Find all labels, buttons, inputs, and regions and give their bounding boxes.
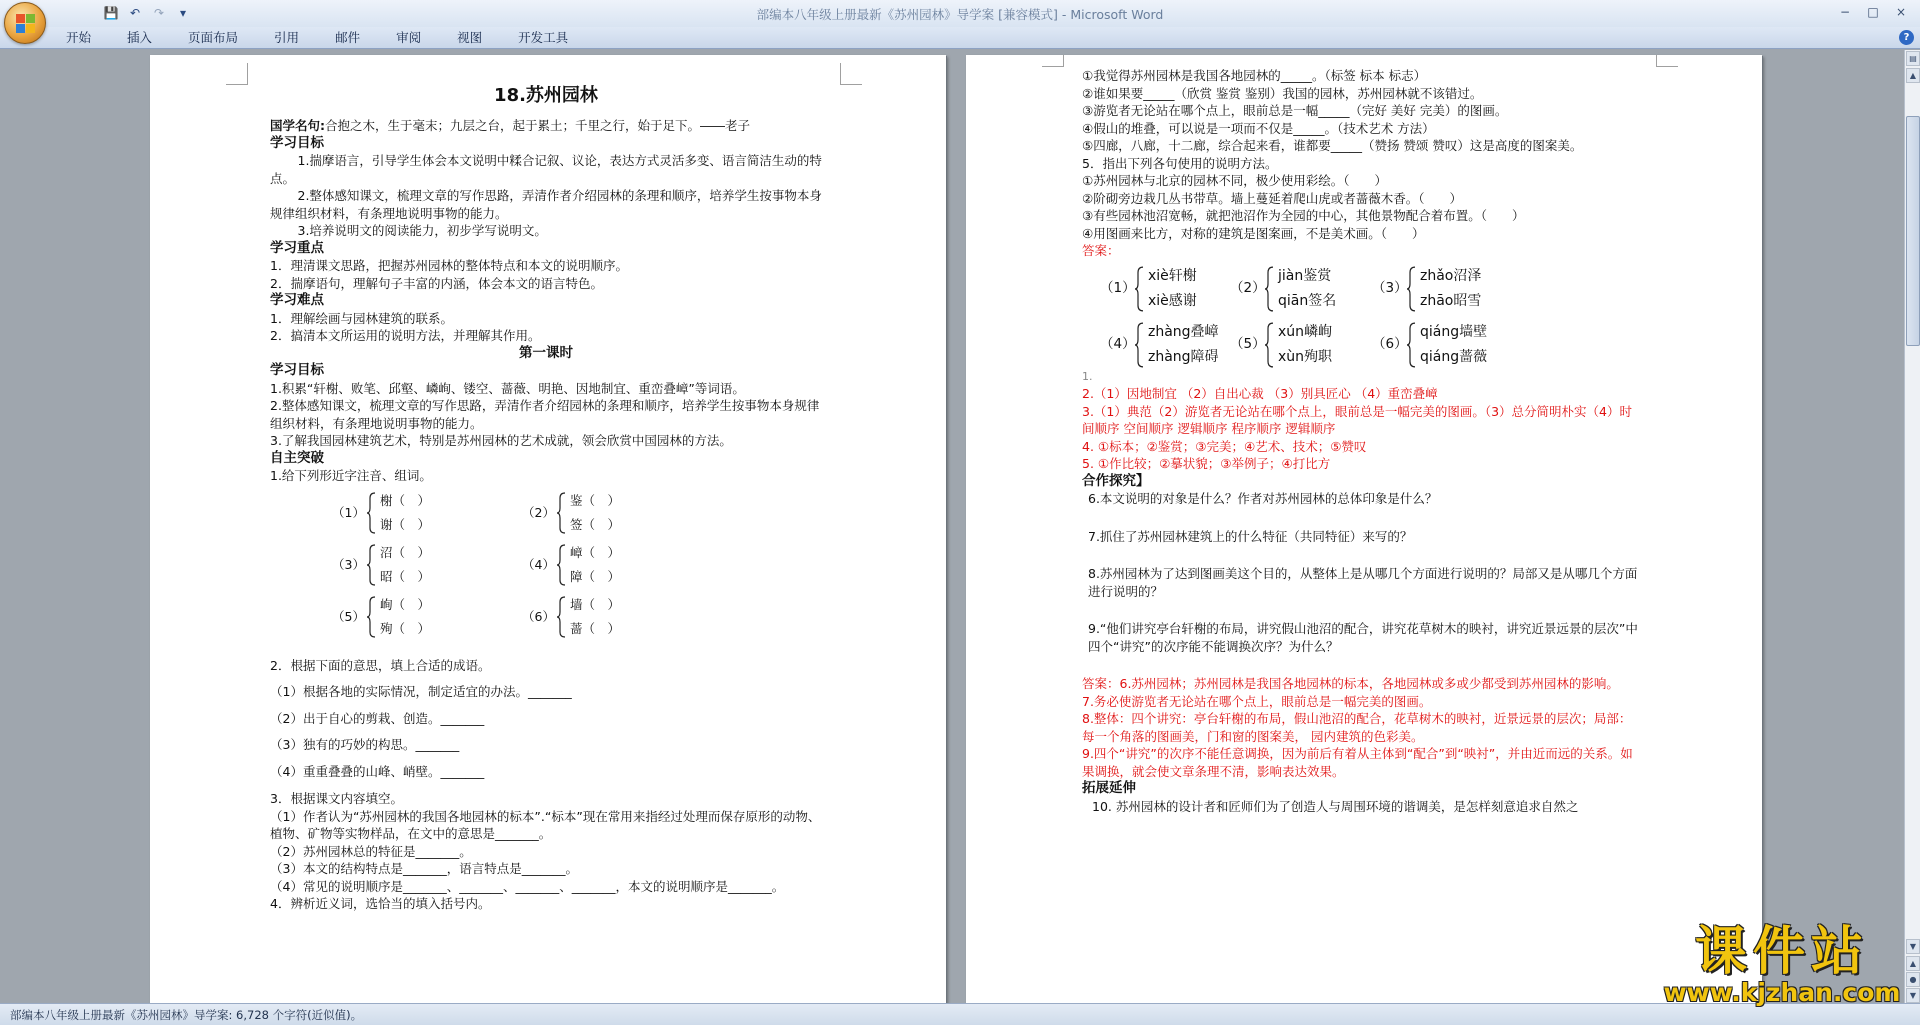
question: 2．根据下面的意思，填上合适的成语。 (270, 657, 491, 673)
office-logo-icon (16, 14, 36, 34)
previous-page-icon[interactable]: ▲ (1906, 956, 1920, 971)
char-item: 殉（ ） (380, 620, 431, 636)
brace-icon (556, 596, 566, 638)
section-heading: 学习重点 (270, 239, 324, 256)
question-item: （3）独有的巧妙的构思。_______ (270, 737, 460, 752)
brace-icon (366, 596, 376, 638)
document-page-right[interactable] (966, 55, 1762, 1003)
help-icon[interactable]: ? (1899, 30, 1914, 45)
question-item: ①苏州园林与北京的园林不同，极少使用彩绘。（ ） (1082, 173, 1387, 188)
char-item: 昭（ ） (380, 568, 431, 584)
question-item: （1）作者认为“苏州园林的我国各地园林的标本”.“标本”现在常用来指经过处理而保存原形的动物、植物、矿物等实物样品，在文中的意思是_______。 (270, 808, 821, 841)
answer-item: 答案：6.苏州园林；苏州园林是我国各地园林的标本，各地园林或多或少都受到苏州园林的影响。 (1082, 676, 1619, 691)
brace-icon (1406, 322, 1416, 368)
window-title: 部编本八年级上册最新《苏州园林》导学案 [兼容模式] - Microsoft Word (756, 7, 1164, 22)
question: 9.“他们讲究亭台轩榭的布局，讲究假山池沼的配合，讲究花草树木的映衬，讲究近景远景的层次”中四个“讲究”的次序能不能调换次序？为什么？ (1088, 621, 1638, 654)
question-item: （4）常见的说明顺序是_______、_______、_______、_______，本文的说明顺序是_______。 (270, 878, 785, 894)
answer-marker: 1. (1082, 369, 1093, 383)
group-number: （6） (1372, 335, 1408, 352)
paragraph: 1．理解绘画与园林建筑的联系。 (270, 310, 453, 326)
customize-qat-icon[interactable]: ▾ (179, 6, 187, 20)
group-number: （4） (522, 556, 555, 572)
pinyin-group (1372, 266, 1514, 312)
paragraph: 2.整体感知课文，梳理文章的写作思路，弄清作者介绍园林的条理和顺序，培养学生按事物本身规律组织材料，有条理地说明事物的能力。 (270, 398, 820, 431)
question: 3．根据课文内容填空。 (270, 791, 403, 806)
brace-icon (1264, 266, 1274, 312)
char-group (522, 491, 712, 535)
pinyin-item: xùn殉职 (1278, 348, 1333, 365)
question-item: ②阶砌旁边栽几丛书带草。墙上蔓延着爬山虎或者蔷薇木香。（ ） (1082, 190, 1462, 206)
brace-icon (1134, 266, 1144, 312)
minimize-button[interactable]: − (1839, 5, 1851, 19)
title-bar (0, 0, 1920, 27)
group-number: （3） (1372, 279, 1408, 296)
section-heading: 合作探究】 (1082, 472, 1150, 489)
pinyin-item: jiàn鉴赏 (1278, 267, 1332, 284)
answer-item: 7.务必使游览者无论站在哪个点上，眼前总是一幅完美的图画。 (1082, 693, 1432, 709)
brace-icon (1134, 322, 1144, 368)
ruler-toggle-icon[interactable]: ▤ (1906, 51, 1920, 66)
vertical-scrollbar[interactable] (1904, 50, 1920, 1003)
question-item: ①我觉得苏州园林是我国各地园林的_____。（标签 标本 标志） (1082, 68, 1427, 83)
document-workspace[interactable] (0, 50, 1904, 1003)
question: 8.苏州园林为了达到图画美这个目的，从整体上是从哪几个方面进行说明的？局部又是从哪几个方面进行说明的？ (1088, 566, 1638, 599)
tab-mailings[interactable]: 邮件 (335, 30, 361, 45)
char-group (522, 595, 712, 639)
pinyin-item: xiè感谢 (1148, 292, 1197, 309)
answer-item: 3.（1）典范（2）游览者无论站在哪个点上，眼前总是一幅完美的图画。（3）总分简明朴实（4）时间顺序 空间顺序 逻辑顺序 程序顺序 逻辑顺序 (1082, 403, 1632, 436)
group-number: （4） (1100, 335, 1136, 352)
motto-label: 国学名句: (270, 118, 325, 133)
char-group (522, 543, 712, 587)
question: 7.抓住了苏州园林建筑上的什么特征（共同特征）来写的？ (1088, 528, 1413, 544)
margin-mark (226, 63, 248, 85)
question-item: （1）根据各地的实际情况，制定适宜的办法。_______ (270, 684, 572, 699)
pinyin-group (1100, 322, 1230, 368)
pinyin-item: xiè轩榭 (1148, 267, 1197, 284)
char-item: 嶂（ ） (570, 544, 621, 560)
group-number: （2） (522, 504, 555, 520)
character-groups (332, 491, 822, 639)
brace-icon (1264, 322, 1274, 368)
motto-text: 合抱之木，生于毫末；九层之台，起于累土；千里之行，始于足下。――老子 (325, 118, 751, 133)
save-icon[interactable]: 💾 (103, 6, 119, 20)
pinyin-item: qiáng蔷薇 (1420, 348, 1488, 365)
group-number: （2） (1230, 279, 1266, 296)
answer-item: 8.整体：四个讲究：亭台轩榭的布局，假山池沼的配合，花草树木的映衬，近景远景的层次；局部：每一个角落的图画美，门和窗的图案美， 园内建筑的色彩美。 (1082, 711, 1632, 744)
pinyin-group (1230, 322, 1372, 368)
char-item: 障（ ） (570, 568, 621, 584)
answer-item: 9.四个“讲究”的次序不能任意调换，因为前后有着从主体到“配合”到“映衬”，并由近而远的关系。如果调换，就会使文章条理不清，影响表达效果。 (1082, 746, 1633, 779)
page-content (270, 79, 822, 913)
redo-icon[interactable]: ↷ (153, 6, 165, 20)
char-group (332, 491, 522, 535)
char-group (332, 543, 522, 587)
margin-mark (840, 63, 862, 85)
question: 10. 苏州园林的设计者和匠师们为了创造人与周围环境的谐调美，是怎样刻意追求自然之 (1092, 798, 1579, 814)
question-item: ④假山的堆叠，可以说是一项而不仅是_____。（技术艺术 方法） (1082, 120, 1435, 136)
pinyin-group (1100, 266, 1230, 312)
paragraph: 1.积累“轩榭、败笔、邱壑、嶙峋、镂空、蔷薇、明艳、因地制宜、重峦叠嶂”等词语。 (270, 380, 745, 396)
office-button[interactable] (4, 2, 46, 44)
pinyin-item: qiáng墙壁 (1420, 323, 1488, 340)
question: 6.本文说明的对象是什么？作者对苏州园林的总体印象是什么？ (1088, 491, 1438, 506)
question-item: ③有些园林池沼宽畅，就把池沼作为全园的中心，其他景物配合着布置。（ ） (1082, 208, 1525, 223)
answer-item: 5. ①作比较；②摹状貌；③举例子；④打比方 (1082, 456, 1331, 471)
pinyin-item: zhàng叠嶂 (1148, 323, 1219, 340)
char-item: 蔷（ ） (570, 620, 621, 636)
question-item: ⑤四廊，八廊，十二廊，综合起来看，谁都要_____（赞扬 赞颂 赞叹）这是高度的图案美。 (1082, 138, 1583, 153)
margin-mark (1656, 55, 1678, 67)
char-item: 墙（ ） (570, 596, 621, 612)
question-item: ②谁如果要_____（欣赏 鉴赏 鉴别）我国的园林，苏州园林就不该错过。 (1082, 85, 1483, 101)
char-item: 签（ ） (570, 516, 621, 532)
brace-icon (556, 492, 566, 534)
watermark-title: 课件站 (1694, 921, 1869, 982)
answer-item: 2.（1）因地制宜 （2）自出心裁 （3）别具匠心 （4）重峦叠嶂 (1082, 386, 1438, 401)
pinyin-item: zhǎo沼泽 (1420, 267, 1482, 284)
tab-references[interactable]: 引用 (274, 30, 300, 45)
char-group (332, 595, 522, 639)
window-controls (1832, 2, 1914, 22)
tab-review[interactable]: 审阅 (396, 30, 422, 45)
question-item: （4）重重叠叠的山峰、峭壁。_______ (270, 763, 485, 779)
ribbon-tab-bar (0, 27, 1920, 49)
question: 4．辨析近义词，选恰当的填入括号内。 (270, 896, 491, 911)
tab-page-layout[interactable]: 页面布局 (188, 30, 239, 45)
pinyin-item: qiān签名 (1278, 292, 1337, 309)
close-button[interactable]: × (1895, 5, 1907, 19)
tab-home[interactable]: 开始 (66, 30, 92, 45)
paragraph: 3.了解我国园林建筑艺术，特别是苏州园林的艺术成就，领会欣赏中国园林的方法。 (270, 433, 732, 448)
watermark-url: www.kjzhan.com (1663, 978, 1901, 1007)
brace-icon (366, 492, 376, 534)
section-heading: 自主突破 (270, 449, 324, 466)
section-heading: 拓展延伸 (1082, 780, 1136, 796)
char-item: 榭（ ） (380, 492, 431, 508)
group-number: （5） (332, 608, 365, 624)
question-item: ④用图画来比方，对称的建筑是图案画，不是美术画。（ ） (1082, 225, 1425, 241)
document-page-left[interactable] (150, 55, 946, 1003)
group-number: （3） (332, 556, 365, 572)
pinyin-item: zhāo昭雪 (1420, 292, 1482, 309)
scrollbar-thumb[interactable] (1906, 116, 1920, 346)
pinyin-item: zhàng障碍 (1148, 348, 1219, 365)
paragraph: 1．理清课文思路，把握苏州园林的整体特点和本文的说明顺序。 (270, 258, 628, 273)
tab-insert[interactable]: 插入 (127, 30, 153, 45)
question-item: （2）出于自心的剪栽、创造。_______ (270, 710, 485, 726)
section-heading: 学习目标 (270, 134, 324, 151)
maximize-button[interactable]: □ (1867, 5, 1879, 19)
paragraph: 2．揣摩语句，理解句子丰富的内涵，体会本文的语言特色。 (270, 275, 603, 291)
char-item: 峋（ ） (380, 596, 431, 612)
pinyin-groups (1100, 266, 1642, 368)
group-number: （1） (332, 504, 365, 520)
scroll-down-icon[interactable]: ▼ (1906, 939, 1920, 954)
section-heading: 学习目标 (270, 362, 324, 378)
paragraph: 1.揣摩语言，引导学生体会本文说明中糅合记叙、议论，表达方式灵活多变、语言简洁生动的特点。 (270, 153, 822, 186)
group-number: （5） (1230, 335, 1266, 352)
brace-icon (556, 544, 566, 586)
pinyin-group (1230, 266, 1372, 312)
paragraph: 3.培养说明文的阅读能力，初步学写说明文。 (297, 223, 547, 238)
lesson-heading: 第一课时 (519, 344, 573, 361)
browse-object-icon[interactable]: ● (1906, 972, 1920, 987)
document-title: 18.苏州园林 (494, 85, 598, 106)
watermark-logo (1662, 921, 1902, 1007)
paragraph: 2．搞清本文所运用的说明方法，并理解其作用。 (270, 328, 541, 343)
question-item: ③游览者无论站在哪个点上，眼前总是一幅_____（完好 美好 完美）的图画。 (1082, 103, 1508, 118)
undo-icon[interactable]: ↶ (129, 6, 141, 20)
answer-item: 4. ①标本；②鉴赏；③完美；④艺术、技术；⑤赞叹 (1082, 438, 1367, 454)
pinyin-item: xún嶙峋 (1278, 323, 1333, 340)
next-page-icon[interactable]: ▼ (1906, 988, 1920, 1003)
question: 1.给下列形近字注音、组词。 (270, 468, 432, 483)
answer-label: 答案： (1082, 243, 1120, 258)
char-item: 沼（ ） (380, 544, 431, 560)
section-heading: 学习难点 (270, 292, 324, 308)
char-item: 鉴（ ） (570, 492, 621, 508)
status-bar (0, 1003, 1920, 1025)
pinyin-group (1372, 322, 1514, 368)
tab-view[interactable]: 视图 (457, 30, 483, 45)
margin-mark (1042, 55, 1064, 67)
paragraph: 2.整体感知课文，梳理文章的写作思路，弄清作者介绍园林的条理和顺序，培养学生按事物本身规律组织材料，有条理地说明事物的能力。 (270, 188, 822, 221)
brace-icon (366, 544, 376, 586)
group-number: （1） (1100, 279, 1136, 296)
status-text: 部编本八年级上册最新《苏州园林》导学案: 6,728 个字符(近似值)。 (10, 1008, 363, 1022)
question-item: （2）苏州园林总的特征是_______。 (270, 843, 472, 859)
brace-icon (1406, 266, 1416, 312)
page-content (1082, 67, 1642, 815)
group-number: （6） (522, 608, 555, 624)
scroll-up-icon[interactable]: ▲ (1906, 68, 1920, 83)
question-item: （3）本文的结构特点是_______，语言特点是_______。 (270, 861, 578, 876)
question: 5．指出下列各句使用的说明方法。 (1082, 155, 1278, 171)
motto (270, 117, 822, 135)
char-item: 谢（ ） (380, 516, 431, 532)
tab-developer[interactable]: 开发工具 (518, 30, 569, 45)
